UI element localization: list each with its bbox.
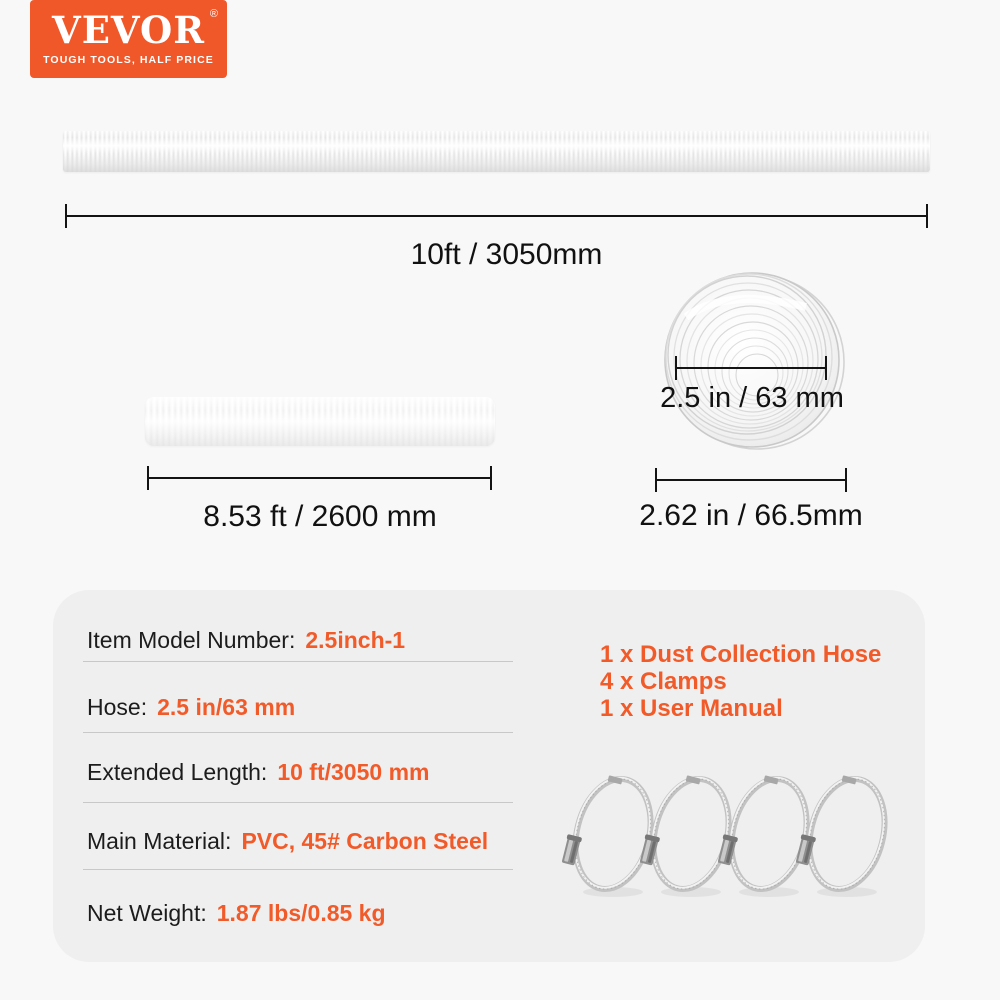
specs-panel [53,590,925,962]
spec-value: 10 ft/3050 mm [277,759,430,785]
package-contents-list [600,641,881,722]
package-item: 1 x Dust Collection Hose [600,641,882,668]
spec-row-extended-length [87,759,429,786]
coil-inner-diameter-label: 2.5 in / 63 mm [660,382,844,414]
brand-tagline: TOUGH TOOLS, HALF PRICE [43,54,214,66]
clamps-image [560,772,900,912]
vevor-logo [30,0,227,78]
brand-name: VEVOR ® [52,8,219,52]
spec-row-hose [87,694,295,721]
spec-value: PVC, 45# Carbon Steel [241,828,489,854]
spec-value: 2.5inch-1 [305,627,406,653]
spec-value: 2.5 in/63 mm [157,694,296,720]
divider [83,661,513,662]
spec-value: 1.87 lbs/0.85 kg [216,900,386,926]
package-item: 1 x User Manual [600,695,783,722]
long-hose-image [63,131,930,172]
short-hose-dimension-line [147,477,492,479]
registered-trademark-icon: ® [209,8,219,20]
spec-label: Net Weight: [87,900,207,926]
long-hose-length-label: 10ft / 3050mm [410,238,603,271]
package-item: 4 x Clamps [600,668,727,695]
long-hose-dimension-line [65,215,928,217]
divider [83,869,513,870]
spec-row-material [87,828,488,855]
spec-label: Item Model Number: [87,627,296,653]
spec-label: Main Material: [87,828,232,854]
spec-row-net-weight [87,900,386,927]
spec-label: Extended Length: [87,759,268,785]
short-hose-length-label: 8.53 ft / 2600 mm [203,500,437,533]
coil-inner-dimension-line [675,367,827,369]
divider [83,732,513,733]
short-hose-image [145,397,495,446]
coil-outer-diameter-label: 2.62 in / 66.5mm [639,499,863,532]
divider [83,802,513,803]
coil-outer-dimension-line [655,479,847,481]
spec-label: Hose: [87,694,148,720]
spec-row-model [87,627,405,654]
